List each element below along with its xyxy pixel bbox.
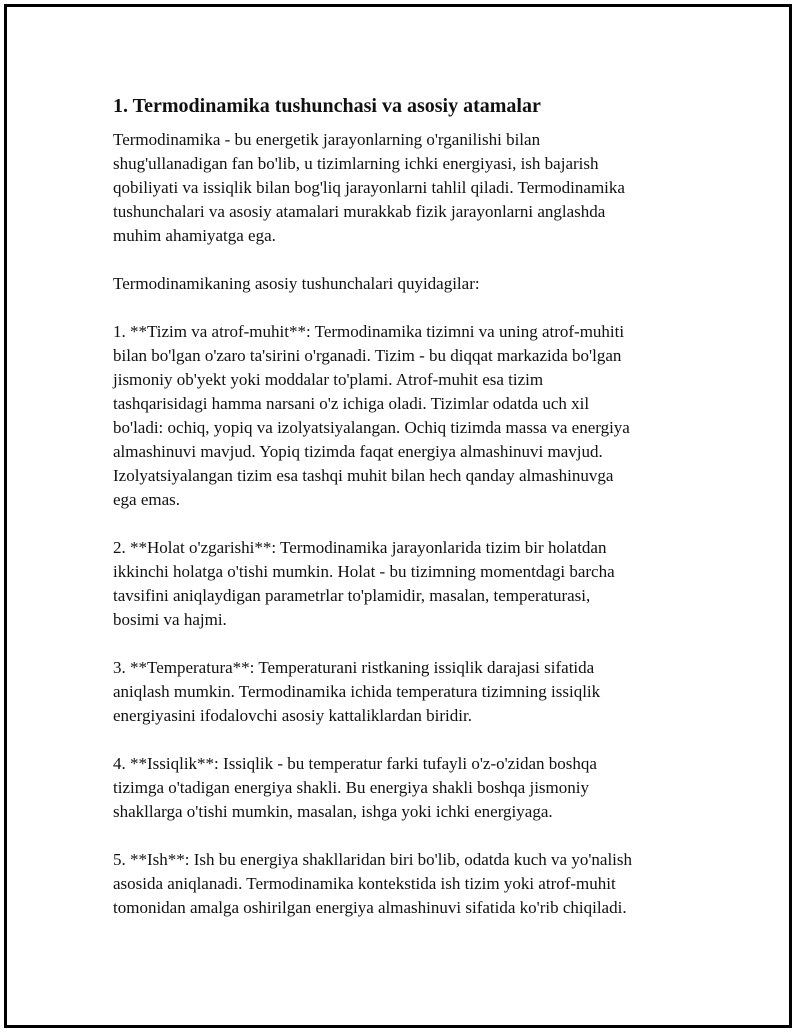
concepts-lead-paragraph: Termodinamikaning asosiy tushunchalari quyidagilar:: [113, 274, 480, 293]
item-heat: 4. **Issiqlik**: Issiqlik - bu temperatur farki tufayli o'z-o'zidan boshqa tizimga o'tadigan energiya shakli. Bu energiya shakli boshqa jismoniy shakllarga o'tishi mumkin, masalan, ishga yoki ichki energiyaga.: [113, 754, 597, 821]
section-title: 1. Termodinamika tushunchasi va asosiy atamalar: [113, 95, 541, 117]
intro-paragraph: Termodinamika - bu energetik jarayonlarning o'rganilishi bilan shug'ullanadigan fan bo'lib, u tizimlarning ichki energiyasi, ish bajarish qobiliyati va issiqlik bilan bog'liq jarayonlarni tahlil qiladi. Termodinamika tushunchalari va asosiy atamalari murakkab fizik jarayonlarni anglashda muhim ahamiyatga ega.: [113, 130, 625, 245]
item-system-environment: 1. **Tizim va atrof-muhit**: Termodinamika tizimni va uning atrof-muhiti bilan bo'lgan o'zaro ta'sirini o'rganadi. Tizim - bu diqqat markazida bo'lgan jismoniy ob'yekt yoki moddalar to'plami. Atrof-muhit esa tizim tashqarisidagi hamma narsani o'z ichiga oladi. Tizimlar odatda uch xil bo'ladi: ochiq, yopiq va izolyatsiyalangan. Ochiq tizimda massa va energiya almashinuvi mavjud. Yopiq tizimda faqat energiya almashinuvi mavjud. Izolyatsiyalangan tizim esa tashqi muhit bilan hech qanday almashinuvga ega emas.: [113, 322, 630, 509]
document-body: [113, 93, 693, 944]
item-work: 5. **Ish**: Ish bu energiya shakllaridan biri bo'lib, odatda kuch va yo'nalish asosida aniqlanadi. Termodinamika kontekstida ish tizim yoki atrof-muhit tomonidan amalga oshirilgan energiya almashinuvi sifatida ko'rib chiqiladi.: [113, 850, 633, 917]
item-state-change: 2. **Holat o'zgarishi**: Termodinamika jarayonlarida tizim bir holatdan ikkinchi holatga o'tishi mumkin. Holat - bu tizimning momentdagi barcha tavsifini aniqlaydigan parametrlar to'plamidir, masalan, temperaturasi, bosimi va hajmi.: [113, 538, 615, 629]
item-temperature: 3. **Temperatura**: Temperaturani ristkaning issiqlik darajasi sifatida aniqlash mumkin. Termodinamika ichida temperatura tizimning issiqlik energiyasini ifodalovchi asosiy kattaliklardan biridir.: [113, 658, 601, 725]
